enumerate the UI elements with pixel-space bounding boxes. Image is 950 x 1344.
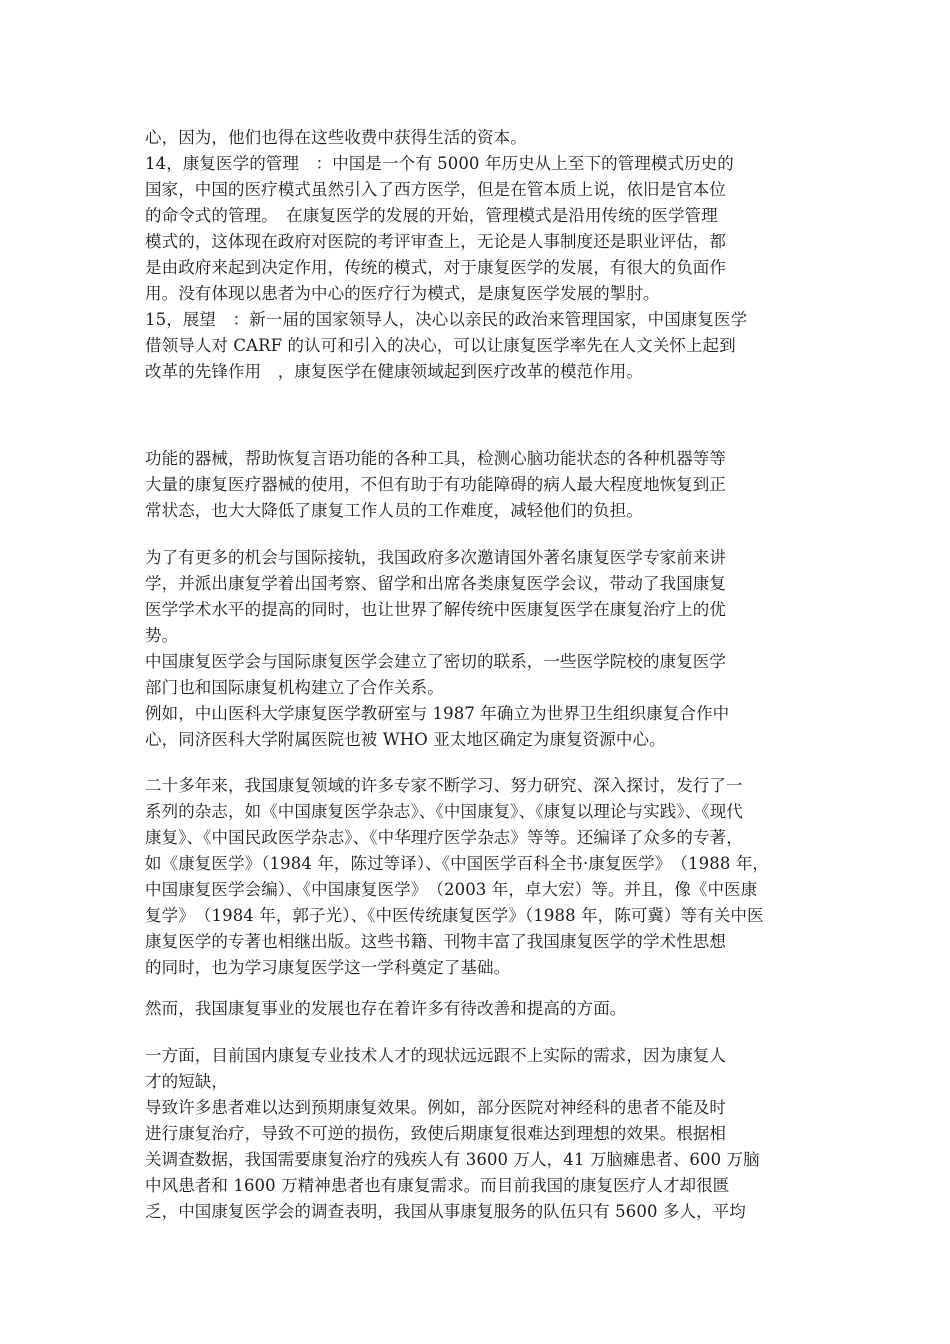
text-line: 中国康复医学会与国际康复医学会建立了密切的联系，一些医学院校的康复医学 [145,652,726,671]
text-line: 是由政府来起到决定作用，传统的模式，对于康复医学的发展，有很大的负面作 [145,258,726,277]
paragraph-international-exchange [145,545,815,753]
text-line: 心，因为，他们也得在这些收费中获得生活的资本。 [145,128,527,147]
text-line: 为了有更多的机会与国际接轨，我国政府多次邀请国外著名康复医学专家前来讲 [145,548,726,567]
text-line: 医学学术水平的提高的同时，也让世界了解传统中医康复医学在康复治疗上的优 [145,600,726,619]
text-line: 常状态，也大大降低了康复工作人员的工作难度，减轻他们的负担。 [145,501,643,520]
text-line: 模式的，这体现在政府对医院的考评审查上，无论是人事制度还是职业评估，都 [145,232,726,251]
paragraph-management-and-outlook [145,125,815,385]
text-line: 国家，中国的医疗模式虽然引入了西方医学，但是在管本质上说，依旧是官本位 [145,180,726,199]
text-line: 中风患者和 1600 万精神患者也有康复需求。而目前我国的康复医疗人才却很匮 [145,1176,730,1195]
text-line: 的同时，也为学习康复医学这一学科奠定了基础。 [145,958,511,977]
text-line: 心，同济医科大学附属医院也被 WHO 亚太地区确定为康复资源中心。 [145,730,666,749]
text-line: 用。没有体现以患者为中心的医疗行为模式，是康复医学发展的掣肘。 [145,284,660,303]
text-line: 一方面，目前国内康复专业技术人才的现状远远跟不上实际的需求，因为康复人 [145,1046,726,1065]
text-line: 关调查数据，我国需要康复治疗的残疾人有 3600 万人，41 万脑瘫患者、600 万脑 [145,1150,760,1169]
text-line: 康复医学的专著也相继出版。这些书籍、刊物丰富了我国康复医学的学术性思想 [145,932,726,951]
text-line: 二十多年来，我国康复领域的许多专家不断学习、努力研究、深入探讨，发行了一 [145,776,743,795]
text-line: 学，并派出康复学着出国考察、留学和出席各类康复医学会议，带动了我国康复 [145,574,726,593]
paragraph-equipment [145,446,815,524]
text-line: 改革的先锋作用 ，康复医学在健康领域起到医疗改革的模范作用。 [145,362,643,381]
text-line: 大量的康复医疗器械的使用，不但有助于有功能障碍的病人最大程度地恢复到正 [145,475,726,494]
text-line: 乏，中国康复医学会的调查表明，我国从事康复服务的队伍只有 5600 多人，平均 [145,1202,746,1221]
paragraph-publications [145,773,815,981]
text-line: 势。 [145,626,179,645]
paragraph-however [145,996,815,1022]
text-line: 系列的杂志，如《中国康复医学杂志》、《中国康复》、《康复以理论与实践》、《现代 [145,802,743,821]
text-line: 借领导人对 CARF 的认可和引入的决心，可以让康复医学率先在人文关怀上起到 [145,336,736,355]
text-line: 的命令式的管理。 在康复医学的发展的开始，管理模式是沿用传统的医学管理 [145,206,718,225]
text-line: 进行康复治疗，导致不可逆的损伤，致使后期康复很难达到理想的效果。根据相 [145,1124,726,1143]
text-line: 例如，中山医科大学康复医学教研室与 1987 年确立为世界卫生组织康复合作中 [145,704,730,723]
text-line: 才的短缺， [145,1072,228,1091]
paragraph-talent-shortage [145,1043,815,1225]
text-line: 如《康复医学》（1984 年，陈过等译）、《中国医学百科全书·康复医学》 （1988 年， [145,854,769,873]
text-line: 导致许多患者难以达到预期康复效果。例如，部分医院对神经科的患者不能及时 [145,1098,726,1117]
text-line: 功能的器械，帮助恢复言语功能的各种工具，检测心脑功能状态的各种机器等等 [145,449,726,468]
text-line: 康复》、《中国民政医学杂志》、《中华理疗医学杂志》等等。还编译了众多的专著， [145,828,743,847]
text-line: 复学》 （1984 年，郭子光）、《中医传统康复医学》（1988 年，陈可冀）等有关中医 [145,906,764,925]
text-line: 14，康复医学的管理 ：中国是一个有 5000 年历史从上至下的管理模式历史的 [145,154,734,173]
text-line: 15，展望 ：新一届的国家领导人，决心以亲民的政治来管理国家，中国康复医学 [145,310,748,329]
text-line: 然而，我国康复事业的发展也存在着许多有待改善和提高的方面。 [145,999,627,1018]
text-line: 中国康复医学会编）、《中国康复医学》 （2003 年，卓大宏）等。并且，像《中医康 [145,880,758,899]
text-line: 部门也和国际康复机构建立了合作关系。 [145,678,444,697]
